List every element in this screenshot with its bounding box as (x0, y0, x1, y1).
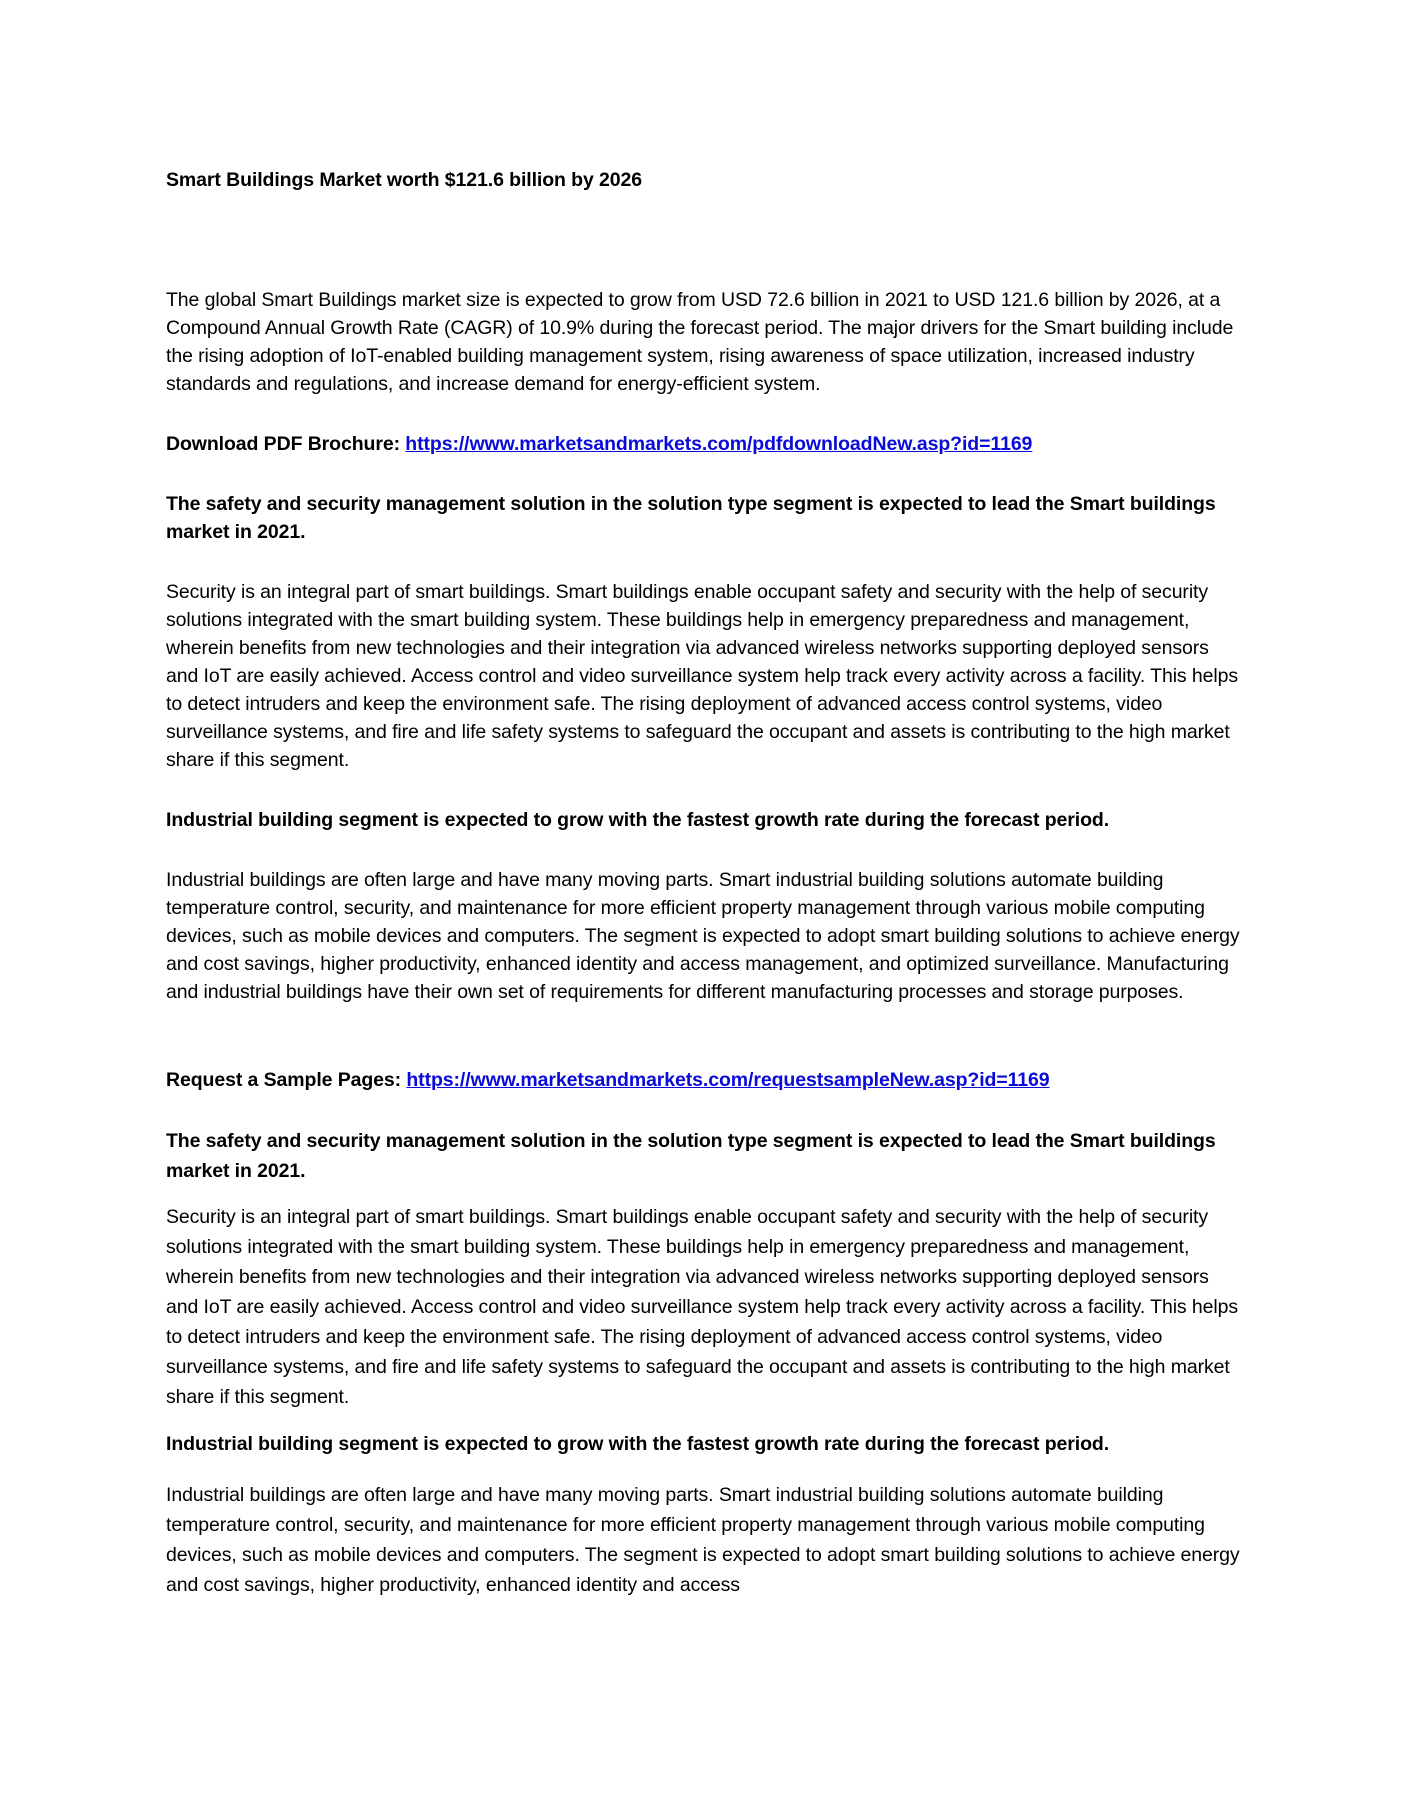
request-sample-label: Request a Sample Pages: (166, 1069, 407, 1091)
industrial-paragraph: Industrial buildings are often large and have many moving parts. Smart industrial building solutions automate building temperature control, security, and maintenance for more efficient property management through various mobile computing devices, such as mobile devices and computers. The segment is expected to adopt smart building solutions to achieve energy and cost savings, higher productivity, enhanced identity and access management, and optimized surveillance. Manufacturing and industrial buildings have their own set of requirements for different manufacturing processes and storage purposes. (166, 869, 1240, 1003)
section-heading-safety: The safety and security management solution in the solution type segment is expected to lead the Smart buildings market in 2021. (166, 493, 1216, 543)
page-title: Smart Buildings Market worth $121.6 billion by 2026 (166, 169, 643, 191)
download-brochure-link[interactable]: https://www.marketsandmarkets.com/pdfdownloadNew.asp?id=1169 (405, 433, 1033, 455)
download-brochure-label: Download PDF Brochure: (166, 433, 406, 455)
industrial-paragraph-repeat: Industrial buildings are often large and have many moving parts. Smart industrial building solutions automate building temperature control, security, and maintenance for more efficient property management through various mobile computing devices, such as mobile devices and computers. The segment is expected to adopt smart building solutions to achieve energy and cost savings, higher productivity, enhanced identity and access (166, 1484, 1240, 1596)
download-brochure-line (166, 430, 1246, 458)
request-sample-link[interactable]: https://www.marketsandmarkets.com/requestsampleNew.asp?id=1169 (406, 1069, 1050, 1091)
section-heading-industrial: Industrial building segment is expected to grow with the fastest growth rate during the forecast period. (166, 809, 1110, 831)
section-heading-industrial-repeat: Industrial building segment is expected to grow with the fastest growth rate during the forecast period. (166, 1433, 1110, 1455)
request-sample-line (166, 1066, 1246, 1094)
security-paragraph: Security is an integral part of smart buildings. Smart buildings enable occupant safety and security with the help of security solutions integrated with the smart building system. These buildings help in emergency preparedness and management, wherein benefits from new technologies and their integration via advanced wireless networks supporting deployed sensors and IoT are easily achieved. Access control and video surveillance system help track every activity across a facility. This helps to detect intruders and keep the environment safe. The rising deployment of advanced access control systems, video surveillance systems, and fire and life safety systems to safeguard the occupant and assets is contributing to the high market share if this segment. (166, 581, 1239, 771)
section-heading-safety-repeat: The safety and security management solution in the solution type segment is expected to lead the Smart buildings market in 2021. (166, 1130, 1216, 1182)
security-paragraph-repeat: Security is an integral part of smart buildings. Smart buildings enable occupant safety and security with the help of security solutions integrated with the smart building system. These buildings help in emergency preparedness and management, wherein benefits from new technologies and their integration via advanced wireless networks supporting deployed sensors and IoT are easily achieved. Access control and video surveillance system help track every activity across a facility. This helps to detect intruders and keep the environment safe. The rising deployment of advanced access control systems, video surveillance systems, and fire and life safety systems to safeguard the occupant and assets is contributing to the high market share if this segment. (166, 1206, 1239, 1408)
intro-paragraph: The global Smart Buildings market size is expected to grow from USD 72.6 billion in 2021 to USD 121.6 billion by 2026, at a Compound Annual Growth Rate (CAGR) of 10.9% during the forecast period. The major drivers for the Smart building include the rising adoption of IoT-enabled building management system, rising awareness of space utilization, increased industry standards and regulations, and increase demand for energy-efficient system. (166, 289, 1234, 395)
